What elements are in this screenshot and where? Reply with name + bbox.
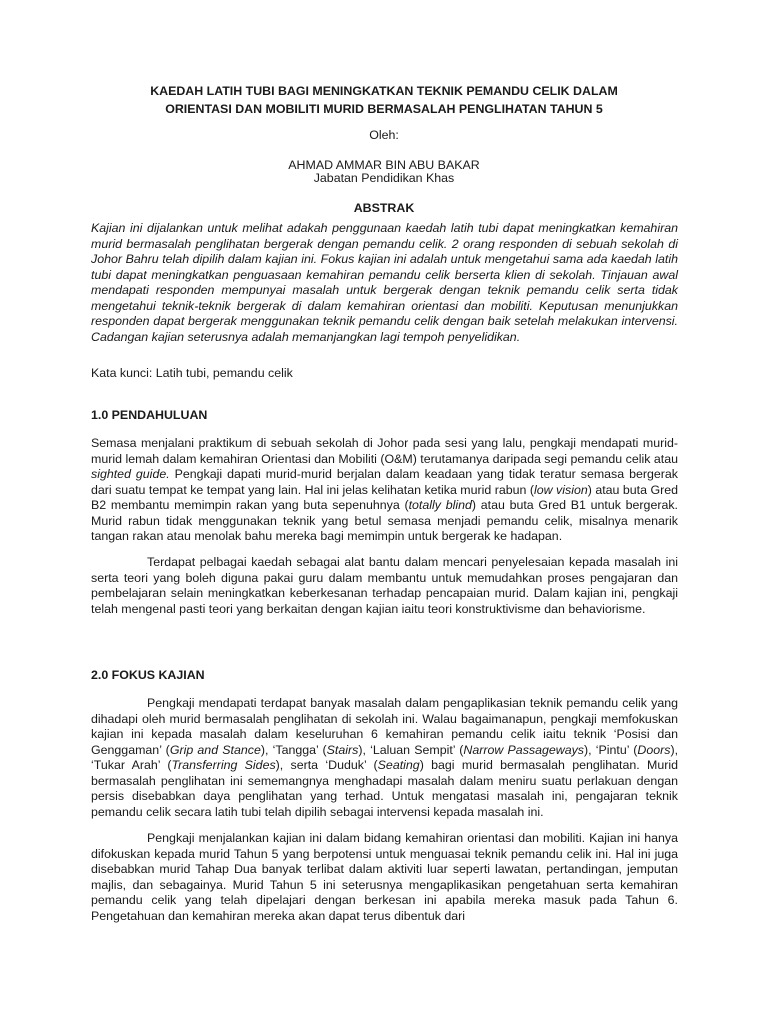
section-2-paragraph-1 [91, 696, 678, 820]
title-line-2: ORIENTASI DAN MOBILITI MURID BERMASALAH PENGLIHATAN TAHUN 5 [165, 102, 603, 116]
text-run: Pengkaji dapati murid-murid berjalan dalam keadaan yang tidak teratur semasa bergerak dari suatu tempat ke tempat yang lain. Hal ini jelas kelihatan ketika murid rabun ( [91, 467, 678, 497]
italic-term: Seating [377, 758, 420, 772]
text-run: Terdapat pelbagai kaedah sebagai alat bantu dalam mencari penyelesaian kepada masalah ini serta teori yang boleh diguna pakai guru dalam membantu untuk memudahkan proses pengajaran dan pembelajaran selain meningkatkan keberkesanan terhadap pencapaian murid. Dalam kajian ini, pengkaji telah mengenal pasti teori yang berkaitan dengan kajian iaitu teori konstruktivisme dan behaviorisme. [91, 555, 678, 616]
italic-term: Transferring Sides [171, 758, 276, 772]
italic-term: low vision [534, 482, 588, 497]
text-run: Semasa menjalani praktikum di sebuah sekolah di Johor pada sesi yang lalu, pengkaji mendapati murid-murid lemah dalam kemahiran Orientasi dan Mobiliti (O&M) terutamanya daripada segi pemandu celik atau [91, 436, 678, 466]
italic-term: totally blind [408, 498, 472, 512]
abstract-heading: ABSTRAK [353, 201, 415, 215]
text-run: ), ‘Laluan Sempit’ ( [358, 742, 464, 757]
by-label: Oleh: [369, 128, 399, 142]
section-2-paragraph-2 [91, 831, 678, 924]
text-run: ) bagi murid bermasalah penglihatan. Murid bermasalah penglihatan ini sememangnya menghadapi masalah dalam meniru suatu perlakuan dengan persis disebabkan daya penglihatan yang terhad. Untuk mengatasi masalah ini, pengajaran teknik pemandu celik secara latih tubi telah dipilih sebagai intervensi kepada masalah ini. [91, 758, 678, 819]
section-1-paragraph-1 [91, 436, 678, 545]
text-run: Pengkaji menjalankan kajian ini dalam bidang kemahiran orientasi dan mobiliti. Kajian ini hanya difokuskan kepada murid Tahun 5 yang berpotensi untuk menguasai teknik pemandu celik ini. Hal ini juga disebabkan murid Tahap Dua banyak terlibat dalam aktiviti luar seperti lawatan, pertandingan, jemputan majlis, dan sebagainya. Murid Tahun 5 ini seterusnya mengaplikasikan pengetahuan serta kemahiran pemandu celik yang telah dipelajari dengan berkesan ini apabila mereka masuk pada Tahun 6. Pengetahuan dan kemahiran mereka akan dapat terus dibentuk dari [91, 831, 678, 923]
text-run: ), ‘Pintu’ ( [584, 742, 638, 757]
text-run: ), serta ‘Duduk’ ( [275, 758, 378, 772]
text-run: ), ‘Tangga’ ( [260, 742, 327, 757]
italic-term: Grip and Stance [169, 742, 261, 757]
department: Jabatan Pendidikan Khas [313, 171, 455, 185]
section-1-paragraph-2 [91, 555, 678, 617]
text-run: ) atau buta Gred B2 membantu memimpin rakan yang buta sepenuhnya ( [91, 482, 678, 512]
keywords: Kata kunci: Latih tubi, pemandu celik [91, 366, 293, 380]
author-name: AHMAD AMMAR BIN ABU BAKAR [288, 158, 480, 172]
document-title [90, 82, 678, 118]
italic-term: Doors [637, 742, 671, 757]
italic-term: Stairs [326, 742, 359, 757]
italic-term: sighted guide. [91, 467, 170, 481]
text-run: Pengkaji mendapati terdapat banyak masalah dalam pengaplikasian teknik pemandu celik yang dihadapi oleh murid bermasalah penglihatan di sekolah ini. Walau bagaimanapun, pengkaji memfokuskan kajian ini kepada masalah dalam keseluruhan 6 kemahiran pemandu celik iaitu teknik ‘Posisi dan Genggaman’ ( [91, 696, 678, 757]
text-run: ), ‘Tukar Arah’ ( [91, 742, 679, 772]
abstract-text: Kajian ini dijalankan untuk melihat adakah penggunaan kaedah latih tubi dapat meningkatkan kemahiran murid bermasalah penglihatan bergerak dengan pemandu celik. 2 orang responden di sebuah sekolah di Johor Bahru telah dipilih dalam kajian ini. Fokus kajian ini adalah untuk mengetahui sama ada kaedah latih tubi dapat meningkatkan penguasaan kemahiran pemandu celik berserta klien di sekolah. Tinjauan awal mendapati responden mempunyai masalah untuk bergerak dengan teknik pemandu celik serta tidak mengetahui teknik-teknik bergerak di dalam kemahiran orientasi dan mobiliti. Keputusan menunjukkan responden dapat bergerak menggunakan teknik pemandu celik dengan baik setelah melakukan intervensi. Cadangan kajian seterusnya adalah memanjangkan lagi tempoh penyelidikan. [91, 221, 678, 344]
italic-term: Narrow Passageways [463, 742, 584, 757]
section-2-heading: 2.0 FOKUS KAJIAN [91, 668, 205, 682]
text-run: ) atau buta Gred B1 untuk bergerak. Murid rabun tidak menggunakan teknik yang betul semasa menjadi pemandu celik, misalnya menarik tangan rakan atau menolak bahu mereka bagi memimpin untuk bergerak ke hadapan. [91, 498, 678, 543]
section-1-heading: 1.0 PENDAHULUAN [91, 408, 208, 422]
title-line-1: KAEDAH LATIH TUBI BAGI MENINGKATKAN TEKNIK PEMANDU CELIK DALAM [150, 84, 618, 98]
